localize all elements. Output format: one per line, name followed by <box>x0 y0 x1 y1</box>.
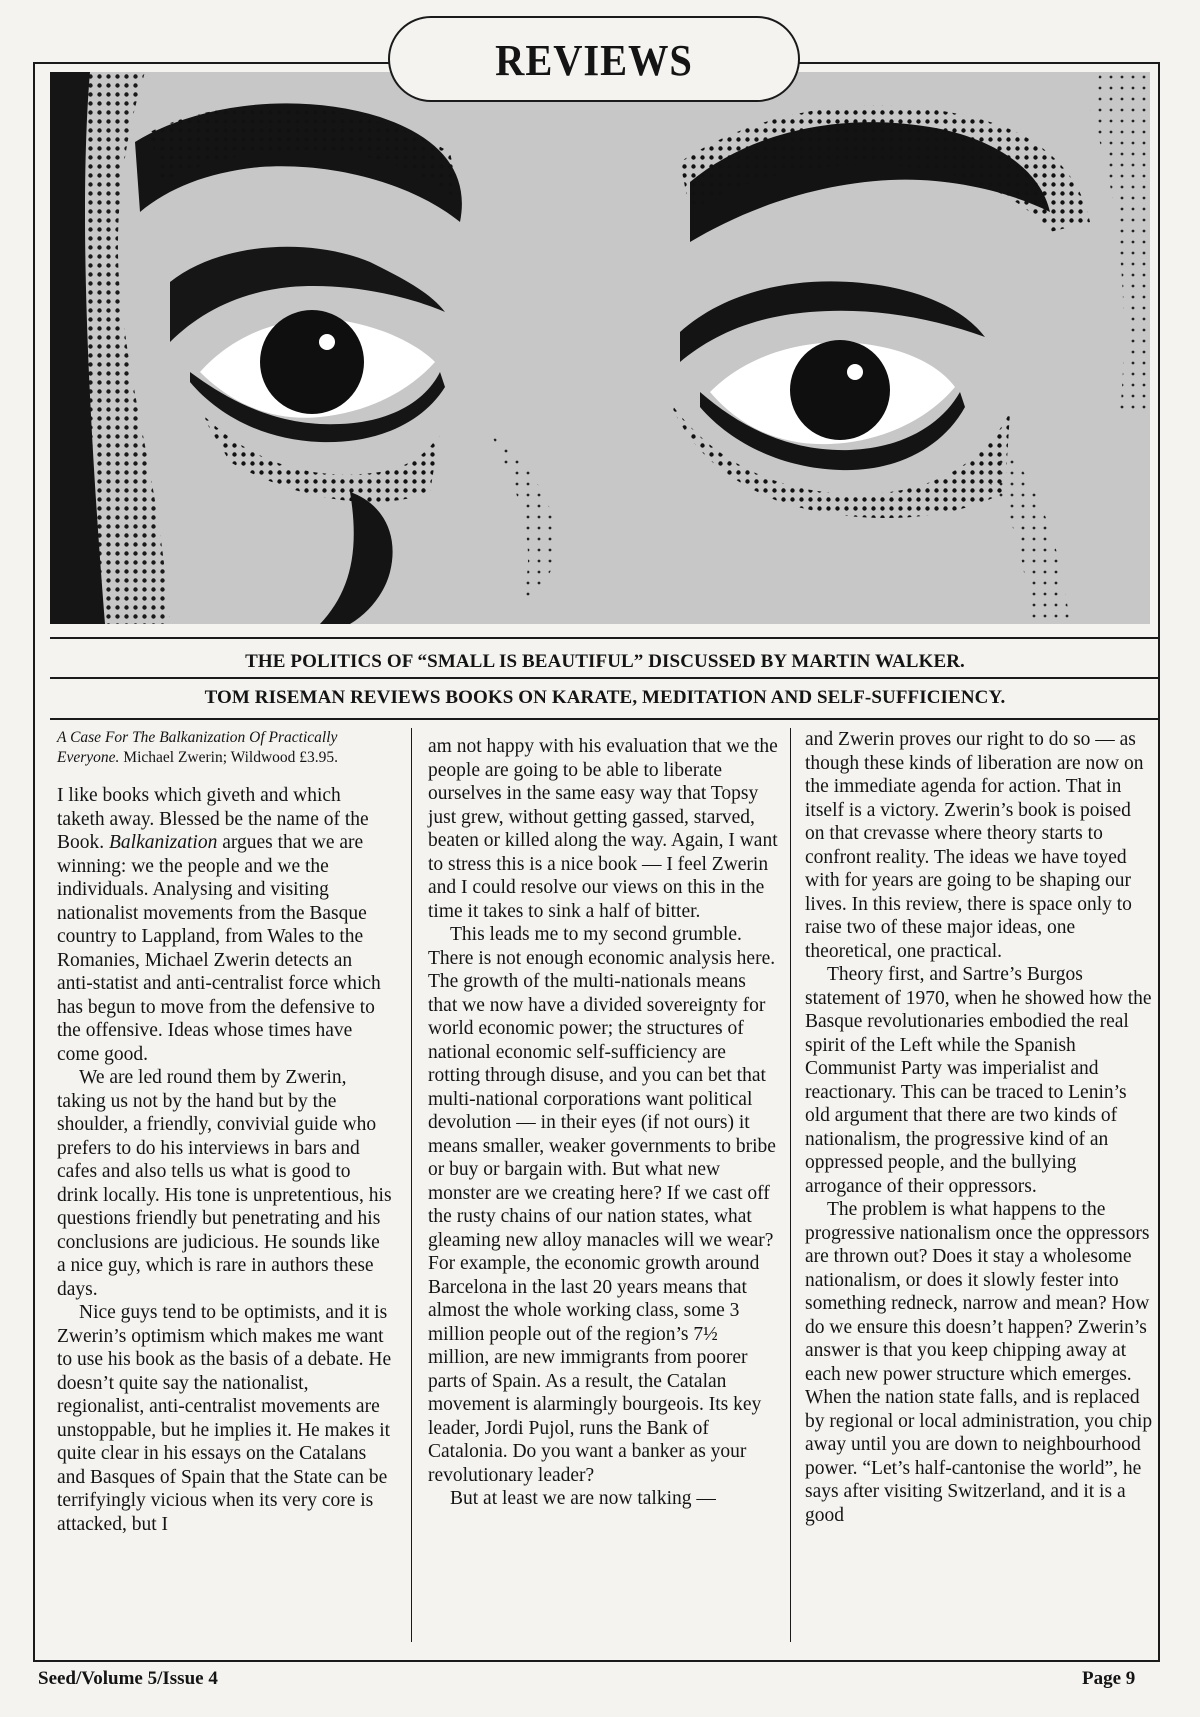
paragraph: I like books which giveth and which taketh away. Blessed be the name of the Book. Balkanization argues that we are winning: we the people and we the individuals. Analysing and visiting nationalist movements from the Basque country to Lappland, from Wales to the Romanies, Michael Zwerin detects an anti-statist and anti-centralist force which has begun to move from the defensive to the offensive. Ideas whose times have come good. <box>57 785 381 1065</box>
column-1 <box>57 728 392 1536</box>
paragraph: am not happy with his evaluation that we the people are going to be able to liberate ourselves in the same easy way that Topsy just grew, without getting gassed, starved, beaten or killed along the way. Again, I want to stress this is a nice book — I feel Zwerin and I could resolve our views on this in the time it takes to sink a half of bitter. <box>428 736 778 922</box>
headline-tom-riseman: TOM RISEMAN REVIEWS BOOKS ON KARATE, MEDITATION AND SELF-SUFFICIENCY. <box>204 687 1006 708</box>
eyes-illustration <box>50 72 1150 624</box>
paragraph: The problem is what happens to the progressive nationalism once the oppressors are thrown out? Does it stay a wholesome nationalism, or does it slowly fester into something redneck, narrow and mean? How do we ensure this doesn’t happen? Zwerin’s answer is that you keep chipping away at each new power structure which emerges. When the nation state falls, and is replaced by regional or local administration, you chip away until you are down to neighbourhood power. “Let’s half-cantonise the world”, he says after visiting Switzerland, and it is a good <box>805 1199 1153 1526</box>
section-title: REVIEWS <box>495 36 693 85</box>
eyes-illustration-svg <box>50 72 1150 624</box>
column-divider <box>411 728 412 1642</box>
paragraph: We are led round them by Zwerin, taking us not by the hand but by the shoulder, a friendly, convivial guide who prefers to do his interviews in bars and cafes and also tells us what is good to drink locally. His tone is unpretentious, his questions friendly but penetrating and his conclusions are judicious. He sounds like a nice guy, which is rare in authors these days. <box>57 1067 392 1300</box>
footer-page-number: Page 9 <box>1082 1668 1136 1689</box>
book-citation <box>57 728 392 768</box>
column-2 <box>428 735 778 1511</box>
column-3 <box>805 728 1155 1527</box>
paragraph: Theory first, and Sartre’s Burgos statement of 1970, when he showed how the Basque revolutionaries embodied the real spirit of the Left while the Spanish Communist Party was imperialist and reactionary. This can be traced to Lenin’s old argument that there are two kinds of nationalism, the progressive kind of an oppressed people, and the bullying arrogance of their oppressors. <box>805 964 1152 1197</box>
rule-top <box>50 637 1160 639</box>
book-title: A Case For The Balkanization Of Practically Everyone. <box>57 729 338 766</box>
paragraph: Nice guys tend to be optimists, and it is Zwerin’s optimism which makes me want to use his book as the basis of a debate. He doesn’t quite say the nationalist, regionalist, anti-centralist movements are unstoppable, but he implies it. He makes it quite clear in his essays on the Catalans and Basques of Spain that the State can be terrifyingly vicious when its very core is attacked, but I <box>57 1302 392 1535</box>
rule-bottom <box>50 718 1160 720</box>
paragraph: But at least we are now talking — <box>450 1488 716 1509</box>
footer-publication: Seed/Volume 5/Issue 4 <box>38 1668 218 1689</box>
headline-martin-walker: THE POLITICS OF “SMALL IS BEAUTIFUL” DISCUSSED BY MARTIN WALKER. <box>245 651 965 672</box>
paragraph: and Zwerin proves our right to do so — as though these kinds of liberation are now on the immediate agenda for action. That in itself is a victory. Zwerin’s book is poised on that crevasse where theory starts to confront reality. The ideas we have toyed with for years are going to be shaping our lives. In this review, there is space only to raise two of these major ideas, one theoretical, one practical. <box>805 729 1144 962</box>
section-title-tab <box>388 16 800 102</box>
book-details: Michael Zwerin; Wildwood £3.95. <box>123 749 339 766</box>
column-divider <box>790 728 791 1642</box>
paragraph: This leads me to my second grumble. There is not enough economic analysis here. The growth of the multi-nationals means that we now have a divided sovereignty for world economic power; the structures of national economic self-sufficiency are rotting through disuse, and you can bet that multi-national corporations want political devolution — in their eyes (if not ours) it means smaller, weaker governments to bribe or buy or bargain with. But what new monster are we creating here? If we cast off the rusty chains of our nation states, what gleaming new alloy manacles will we wear? For example, the economic growth around Barcelona in the last 20 years means that almost the whole working class, some 3 million people out of the region’s 7½ million, are new immigrants from poorer parts of Spain. As a result, the Catalan movement is alarmingly bourgeois. Its key leader, Jordi Pujol, runs the Bank of Catalonia. Do you want a banker as your revolutionary leader? <box>428 924 776 1486</box>
rule-middle <box>50 677 1160 679</box>
